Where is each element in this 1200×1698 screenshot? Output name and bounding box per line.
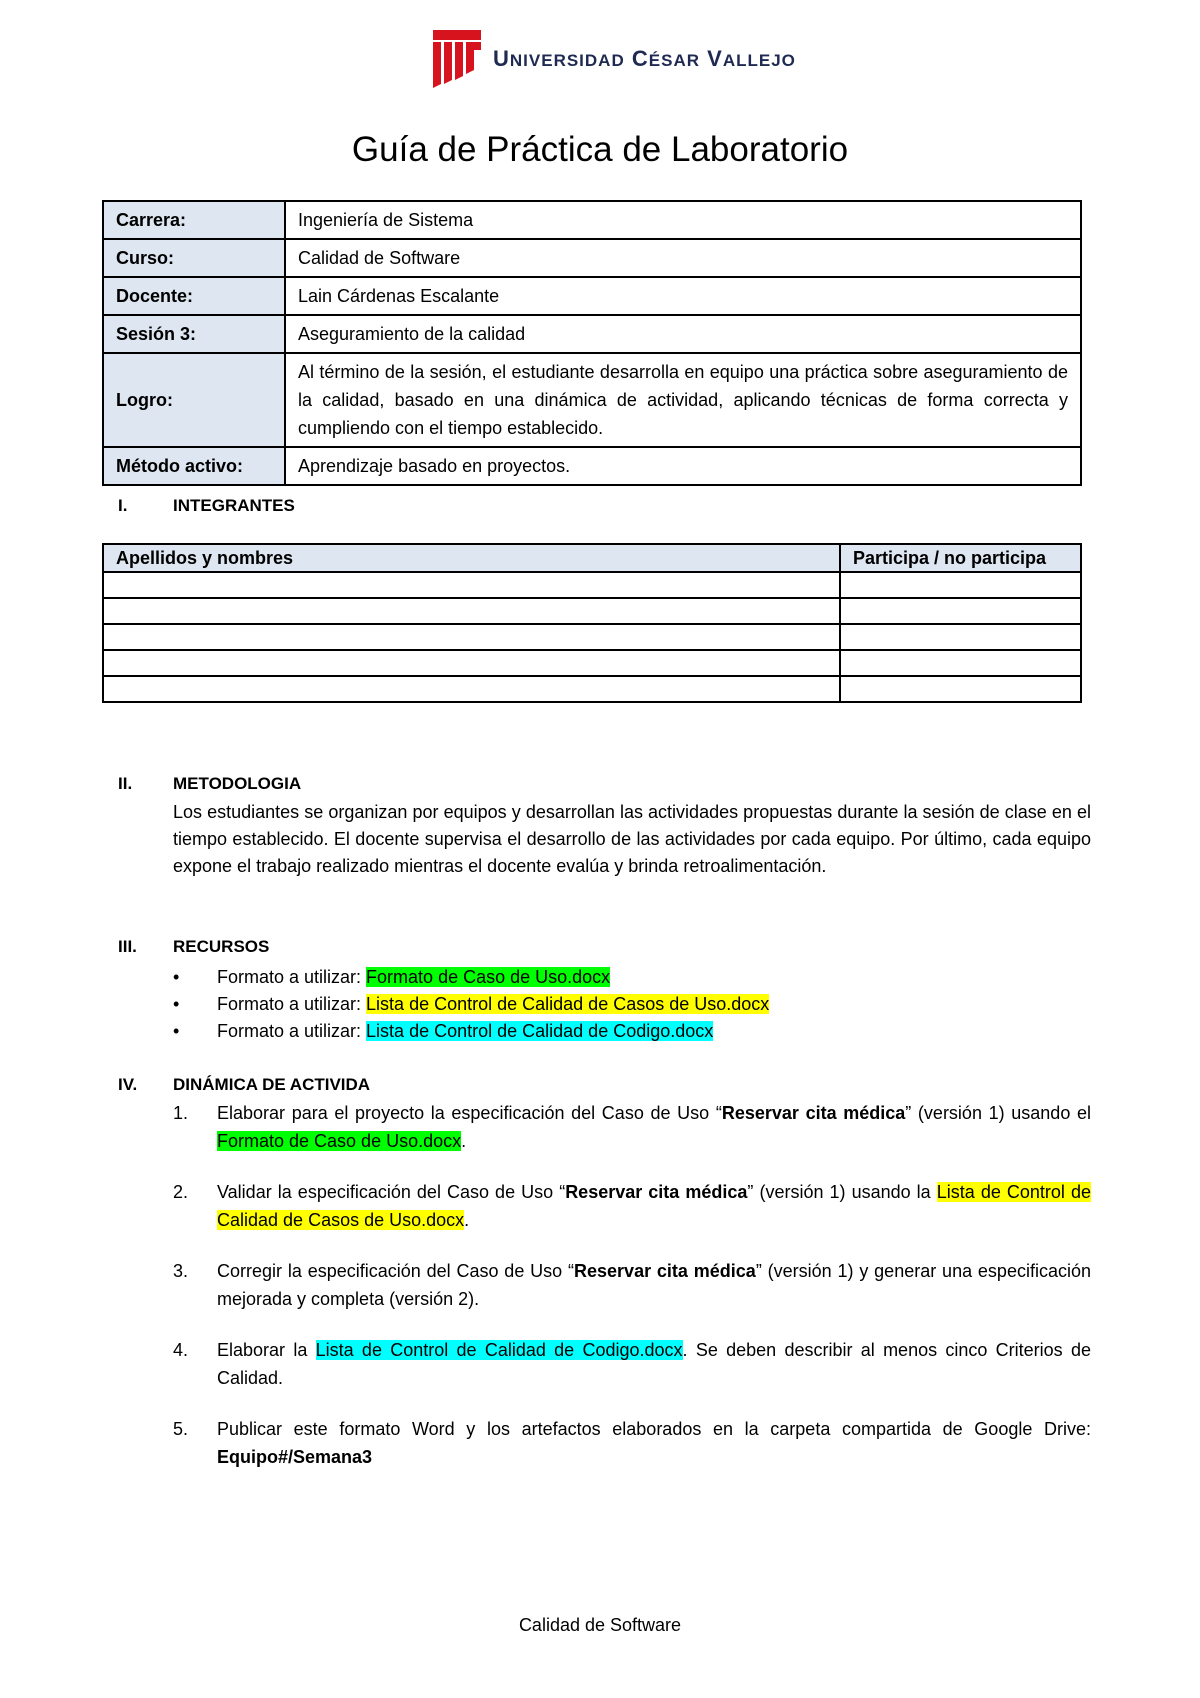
bullet-icon: • — [173, 994, 180, 1014]
section-number: II. — [118, 774, 133, 793]
members-table — [102, 543, 1082, 703]
resource-file-link[interactable]: Lista de Control de Calidad de Codigo.docx — [315, 1340, 683, 1360]
column-header-names: Apellidos y nombres — [103, 544, 840, 572]
section-number: IV. — [118, 1075, 138, 1094]
document-title: Guía de Práctica de Laboratorio — [351, 130, 849, 169]
activity-step — [173, 1336, 1091, 1392]
folder-path: Equipo#/Semana3 — [217, 1447, 373, 1467]
info-value: Calidad de Software — [285, 239, 1081, 277]
bullet-icon: • — [173, 967, 180, 987]
participation-cell[interactable] — [840, 624, 1081, 650]
resources-list — [173, 964, 769, 1045]
resource-file-link[interactable]: Lista de Control de Calidad de Casos de Uso.docx — [217, 1182, 1091, 1230]
university-logo-icon — [433, 30, 481, 88]
info-value: Al término de la sesión, el estudiante desarrolla en equipo una práctica sobre aseguramiento de la calidad, basado en una dinámica de actividad, aplicando técnicas de forma correcta y cumpliendo con el tiempo establecido. — [285, 353, 1081, 447]
table-row — [103, 447, 1081, 485]
page-footer: Calidad de Software — [518, 1615, 682, 1635]
methodology-text: Los estudiantes se organizan por equipos y desarrollan las actividades propuestas durante la sesión de clase en el tiempo establecido. El docente supervisa el desarrollo de las actividades por cada equipo. Por último, cada equipo expone el trabajo realizado mientras el docente evalúa y brinda retroalimentación. — [173, 802, 1091, 876]
step-text: Validar la especificación del Caso de Uso “Reservar cita médica” (versión 1) usando la Lista de Control de Calidad de Casos de Uso.docx. — [217, 1182, 1091, 1230]
participation-cell[interactable] — [840, 598, 1081, 624]
section-number: I. — [118, 496, 128, 515]
table-row — [103, 572, 1081, 598]
participation-cell[interactable] — [840, 650, 1081, 676]
activity-step — [173, 1257, 1091, 1313]
step-number: 5. — [173, 1419, 189, 1439]
info-key: Método activo: — [103, 447, 285, 485]
section-title: RECURSOS — [173, 937, 270, 956]
table-row — [103, 277, 1081, 315]
section-number: III. — [118, 937, 137, 956]
table-row — [103, 239, 1081, 277]
step-number: 4. — [173, 1340, 189, 1360]
table-row — [103, 624, 1081, 650]
bullet-icon: • — [173, 1021, 180, 1041]
table-row — [103, 353, 1081, 447]
info-value: Aseguramiento de la calidad — [285, 315, 1081, 353]
info-value: Aprendizaje basado en proyectos. — [285, 447, 1081, 485]
resource-file-link[interactable]: Lista de Control de Calidad de Codigo.docx — [366, 1021, 714, 1041]
course-info-table — [102, 200, 1082, 486]
section-title: METODOLOGIA — [173, 774, 302, 793]
resource-file-link[interactable]: Formato de Caso de Uso.docx — [217, 1131, 462, 1151]
name-cell[interactable] — [103, 572, 840, 598]
step-number: 3. — [173, 1261, 189, 1281]
resource-prefix: Formato a utilizar: — [217, 967, 367, 987]
university-name: UNIVERSIDAD CÉSAR VALLEJO — [493, 46, 796, 71]
name-cell[interactable] — [103, 650, 840, 676]
table-row — [103, 598, 1081, 624]
step-number: 1. — [173, 1103, 189, 1123]
name-cell[interactable] — [103, 676, 840, 702]
activity-step — [173, 1178, 1091, 1234]
column-header-participation: Participa / no participa — [840, 544, 1081, 572]
participation-cell[interactable] — [840, 676, 1081, 702]
name-cell[interactable] — [103, 624, 840, 650]
table-row — [103, 315, 1081, 353]
list-item — [173, 991, 769, 1018]
info-key: Carrera: — [103, 201, 285, 239]
info-key: Docente: — [103, 277, 285, 315]
table-row — [103, 201, 1081, 239]
info-key: Sesión 3: — [103, 315, 285, 353]
info-key: Logro: — [103, 353, 285, 447]
resource-file-link[interactable]: Lista de Control de Calidad de Casos de Uso.docx — [366, 994, 770, 1014]
section-title: INTEGRANTES — [173, 496, 295, 515]
section-title: DINÁMICA DE ACTIVIDA — [173, 1075, 371, 1094]
name-cell[interactable] — [103, 598, 840, 624]
list-item — [173, 1018, 769, 1045]
resource-prefix: Formato a utilizar: — [217, 994, 367, 1014]
info-key: Curso: — [103, 239, 285, 277]
list-item — [173, 964, 769, 991]
table-row — [103, 676, 1081, 702]
info-value: Lain Cárdenas Escalante — [285, 277, 1081, 315]
activity-step — [173, 1415, 1091, 1471]
university-logo — [433, 30, 796, 88]
participation-cell[interactable] — [840, 572, 1081, 598]
activity-step — [173, 1099, 1091, 1155]
resource-prefix: Formato a utilizar: — [217, 1021, 367, 1041]
step-text: Elaborar la Lista de Control de Calidad de Codigo.docx. Se deben describir al menos cinco Criterios de Calidad. — [217, 1340, 1091, 1388]
step-text: Corregir la especificación del Caso de Uso “Reservar cita médica” (versión 1) y generar una especificación mejorada y completa (versión 2). — [217, 1261, 1091, 1309]
table-header-row — [103, 544, 1081, 572]
table-row — [103, 650, 1081, 676]
info-value: Ingeniería de Sistema — [285, 201, 1081, 239]
step-text: Elaborar para el proyecto la especificación del Caso de Uso “Reservar cita médica” (versión 1) usando el Formato de Caso de Uso.docx. — [217, 1103, 1091, 1151]
step-number: 2. — [173, 1182, 189, 1202]
step-text: Publicar este formato Word y los artefactos elaborados en la carpeta compartida de Google Drive: Equipo#/Semana3 — [217, 1419, 1091, 1467]
resource-file-link[interactable]: Formato de Caso de Uso.docx — [366, 967, 611, 987]
